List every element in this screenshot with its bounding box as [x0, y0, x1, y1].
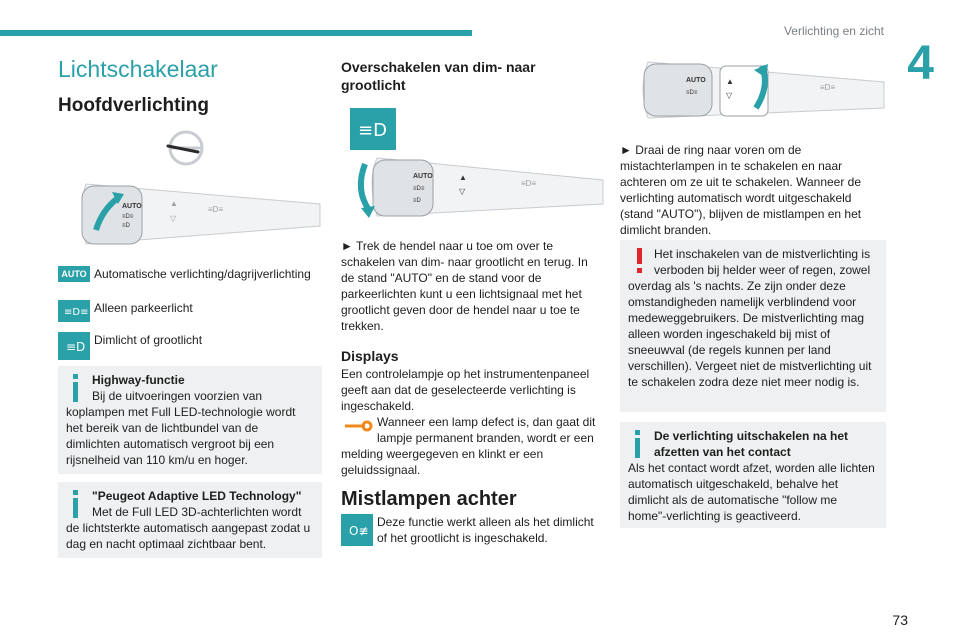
info-icon	[66, 488, 90, 520]
note-adaptive-title: "Peugeot Adaptive LED Technology"	[92, 489, 302, 503]
svg-text:≡D≡: ≡D≡	[64, 307, 89, 318]
svg-text:AUTO: AUTO	[122, 203, 142, 210]
svg-text:≡D≡: ≡D≡	[122, 214, 134, 220]
main-beam-icon	[350, 108, 396, 150]
page-number: 73	[892, 612, 908, 628]
section-heading-displays: Displays	[341, 348, 399, 364]
svg-text:▲: ▲	[459, 173, 467, 182]
info-icon	[66, 372, 90, 404]
info-note-switch-off	[620, 422, 886, 528]
fog-ring-illustration	[620, 52, 886, 132]
section-title: Verlichting en zicht	[783, 24, 884, 38]
paragraph-displays: Een controlelampje op het instrumentenpaneel geeft aan dat de geselecteerde verlichting is ingeschakeld.	[341, 367, 590, 413]
light-switch-illustration	[58, 126, 322, 250]
rear-fog-info-text: Deze functie werkt alleen als het dimlicht of het grootlicht is ingeschakeld.	[377, 515, 594, 545]
info-icon	[628, 428, 652, 460]
auto-badge-icon: AUTO	[58, 266, 90, 282]
svg-text:▲: ▲	[726, 77, 734, 86]
info-note-adaptive	[58, 482, 322, 558]
exclamation-icon	[628, 246, 652, 278]
svg-text:▽: ▽	[459, 187, 466, 196]
note-highway-title: Highway-functie	[92, 373, 185, 387]
svg-text:≡D≡: ≡D≡	[413, 186, 425, 192]
svg-text:≡D: ≡D	[413, 198, 421, 204]
note-switch-off-title: De verlichting uitschakelen na het afzetten van het contact	[654, 429, 849, 459]
beam-lever-illustration	[341, 150, 605, 230]
svg-text:≡D≡: ≡D≡	[208, 205, 224, 214]
legend-dim	[58, 332, 202, 360]
parking-light-icon	[58, 300, 90, 322]
paragraph-beam-switch: ► Trek de hendel naar u toe om over te schakelen van dim- naar grootlicht en terug. In de stand "AUTO" en de stand voor de parkeerlichten kunt u een lichtsignaal met het grootlicht geven door de hendel naar u toe te trekken.	[341, 239, 588, 333]
paragraph-fog-ring: ► Draai de ring naar voren om de mistachterlampen in te schakelen en naar achteren om ze uit te schakelen. Wanneer de verlichting automatisch wordt uitgeschakeld (stand "AUTO"), blijven de mistlampen en het dimlicht branden.	[620, 143, 862, 237]
wrench-warning-text: Wanneer een lamp defect is, dan gaat dit lampje permanent branden, wordt er een melding weergegeven en klinkt er een geluidssignaal.	[341, 415, 596, 477]
wrench-icon	[341, 414, 377, 436]
svg-text:≡D: ≡D	[66, 340, 86, 354]
svg-text:AUTO: AUTO	[413, 173, 433, 180]
note-adaptive-text: Met de Full LED 3D-achterlichten wordt de lichtsterkte automatisch aangepast zodat u dag en nacht optimaal zichtbaar bent.	[66, 505, 311, 551]
svg-text:≡D≡: ≡D≡	[521, 179, 537, 188]
warning-note-text: Het inschakelen van de mistverlichting is verboden bij helder weer of regen, zowel overdag als 's nachts. Ze zijn onder deze omstandigheden namelijk verblindend voor medeweggebruikers. De mistverlichting mag alleen worden ingeschakeld bij mist of sneeuwval (de regels kunnen per land verschillen). Vergeet niet de mistverlichting uit te schakelen zodra deze niet meer nodig is.	[628, 247, 872, 389]
rear-fog-info	[341, 514, 603, 546]
legend-auto	[58, 266, 311, 282]
warning-note-fog	[620, 240, 886, 412]
info-note-highway	[58, 366, 322, 474]
section-heading-rear-fog: Mistlampen achter	[341, 488, 517, 510]
note-highway-text: Bij de uitvoeringen voorzien van koplampen met Full LED-technologie wordt het bereik van de lichtbundel van de dimlichten automatisch vergroot bij een rijsnelheid van 110 km/u en hoger.	[66, 389, 296, 467]
header-accent-bar	[0, 30, 472, 36]
section-heading-beam-switch: Overschakelen van dim- naar grootlicht	[341, 59, 536, 93]
note-switch-off-text: Als het contact wordt afzet, worden alle lichten automatisch uitgeschakeld, behalve het dimlicht als de automatische "follow me home"-verlichting is geactiveerd.	[628, 461, 875, 523]
svg-text:≡D: ≡D	[358, 120, 387, 141]
svg-text:AUTO: AUTO	[686, 77, 706, 84]
svg-text:≡D≡: ≡D≡	[820, 83, 836, 92]
svg-text:▽: ▽	[726, 91, 733, 100]
svg-text:≡D≡: ≡D≡	[686, 90, 698, 96]
legend-parking	[58, 300, 193, 322]
legend-parking-label: Alleen parkeerlicht	[94, 301, 193, 315]
legend-dim-label: Dimlicht of grootlicht	[94, 333, 203, 347]
rear-fog-icon	[341, 514, 373, 546]
svg-text:▲: ▲	[170, 199, 178, 208]
section-heading-main-lighting: Hoofdverlichting	[58, 95, 209, 116]
chapter-number: 4	[907, 37, 934, 90]
dipped-beam-icon	[58, 332, 90, 360]
svg-text:≡D: ≡D	[122, 223, 130, 229]
wrench-warning	[341, 414, 603, 478]
legend-auto-label: Automatische verlichting/dagrijverlichting	[94, 267, 311, 281]
svg-text:O≢: O≢	[349, 524, 369, 538]
svg-text:▽: ▽	[170, 214, 177, 223]
page-title: Lichtschakelaar	[58, 56, 218, 82]
